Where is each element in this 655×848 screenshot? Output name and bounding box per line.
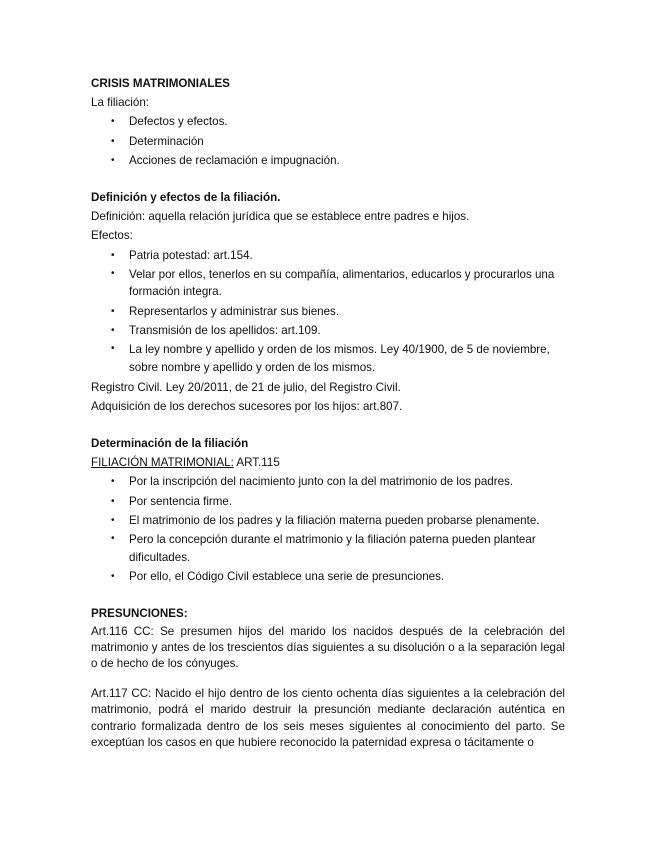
bullet-icon: • (111, 116, 115, 128)
registro-text: Registro Civil. Ley 20/2011, de 21 de julio, del Registro Civil. (91, 380, 401, 394)
bullet-icon: • (111, 476, 115, 488)
art116-paragraph (91, 624, 565, 673)
list-item: • La ley nombre y apellido y orden de los mismos. Ley 40/1900, de 5 de noviembre, sobre nombre y apellido y orden de los mismos. (91, 340, 565, 377)
list-item: • Representarlos y administrar sus bienes. (91, 302, 565, 321)
bullet-icon: • (111, 343, 115, 355)
efectos-label: Efectos: (91, 229, 133, 243)
section-heading-determinacion: Determinación de la filiación (91, 437, 249, 451)
filiacion-list (91, 112, 565, 170)
art117-label: Art.117 CC: (91, 686, 152, 700)
list-item: • Defectos y efectos. (91, 112, 565, 131)
filiacion-matrimonial-label: FILIACIÓN MATRIMONIAL: (91, 456, 234, 470)
list-item: • Determinación (91, 132, 565, 151)
filiacion-matrimonial-line (91, 453, 565, 472)
list-item: • Por sentencia firme. (91, 492, 565, 511)
bullet-icon: • (111, 571, 115, 583)
art116-text: Se presumen hijos del marido los nacidos después de la celebración del matrimonio y antes de los trescientos días siguientes a su disolución o a la separación legal o de hecho de los cónyuges. (91, 624, 565, 671)
efectos-list (91, 246, 565, 378)
definicion-text: Definición: aquella relación jurídica que se establece entre padres e hijos. (91, 210, 470, 224)
bullet-icon: • (111, 533, 115, 545)
filiacion-intro: La filiación: (91, 96, 150, 110)
art116-label: Art.116 CC: (91, 624, 154, 638)
list-item: • Transmisión de los apellidos: art.109. (91, 321, 565, 340)
section-heading-presunciones: PRESUNCIONES: (91, 607, 188, 621)
list-item: • Por la inscripción del nacimiento junto con la del matrimonio de los padres. (91, 472, 565, 491)
document-page (91, 74, 565, 751)
bullet-icon: • (111, 306, 115, 318)
list-item: • Patria potestad: art.154. (91, 246, 565, 265)
bullet-icon: • (111, 514, 115, 526)
art117-paragraph (91, 686, 565, 752)
bullet-icon: • (111, 154, 115, 166)
determinacion-list (91, 472, 565, 586)
bullet-icon: • (111, 267, 115, 279)
list-item: • El matrimonio de los padres y la filiación materna pueden probarse plenamente. (91, 511, 565, 530)
list-item: • Pero la concepción durante el matrimonio y la filiación paterna pueden plantear dificultades. (91, 530, 565, 567)
list-item: • Velar por ellos, tenerlos en su compañía, alimentarios, educarlos y procurarlos una formación integra. (91, 265, 565, 302)
bullet-icon: • (111, 135, 115, 147)
bullet-icon: • (111, 325, 115, 337)
list-item: • Acciones de reclamación e impugnación. (91, 151, 565, 170)
filiacion-matrimonial-ref: ART.115 (233, 456, 280, 470)
bullet-icon: • (111, 495, 115, 507)
section-heading-definicion: Definición y efectos de la filiación. (91, 191, 281, 205)
adquisicion-text: Adquisición de los derechos sucesores por los hijos: art.807. (91, 399, 403, 413)
list-item: • Por ello, el Código Civil establece una serie de presunciones. (91, 567, 565, 586)
document-title: CRISIS MATRIMONIALES (91, 77, 230, 90)
bullet-icon: • (111, 249, 115, 261)
art117-text: Nacido el hijo dentro de los ciento ochenta días siguientes a la celebración del matrimonio, podrá el marido destruir la presunción mediante declaración auténtica en contrario formalizada dentro de los seis meses siguientes al conocimiento del parto. Se exceptúan los casos en que hubiere reconocido la paternidad expresa o tácitamente o (91, 686, 565, 750)
